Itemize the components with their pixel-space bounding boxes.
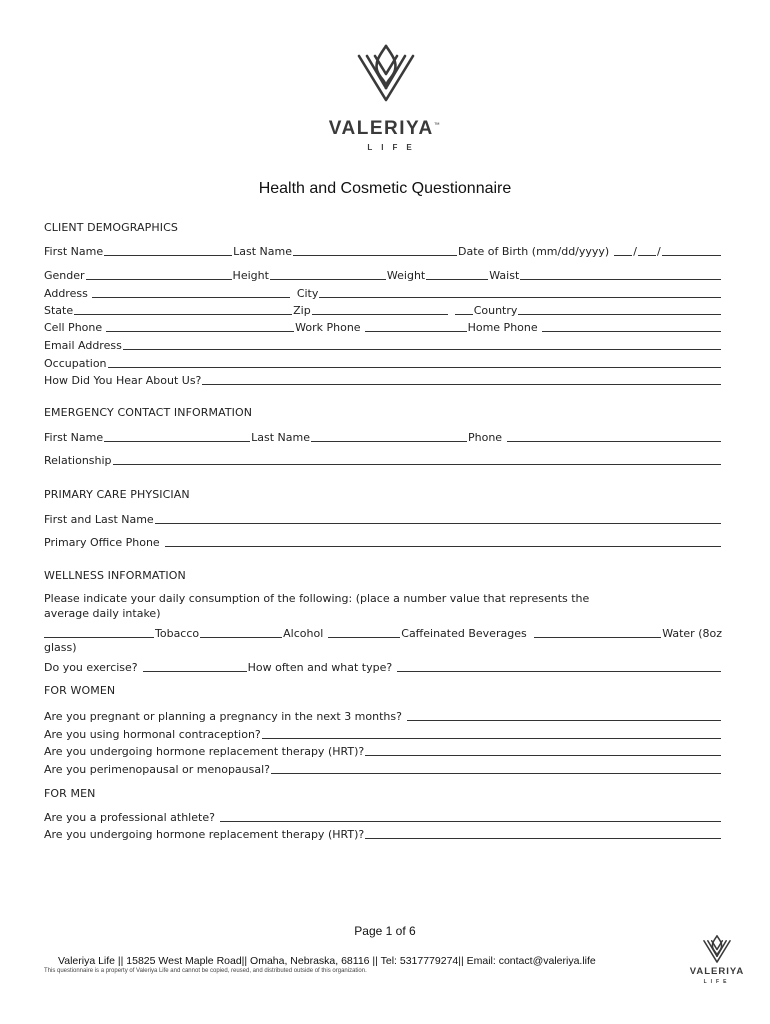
dob-month-field[interactable] — [614, 245, 632, 256]
men-athlete-row — [44, 808, 722, 824]
menopause-field[interactable] — [271, 763, 721, 774]
emergency-phone-field[interactable] — [507, 431, 721, 442]
men-hrt-row — [44, 825, 722, 841]
last-name-field[interactable] — [293, 245, 457, 256]
contraception-field[interactable] — [262, 728, 721, 739]
office-phone-field[interactable] — [165, 536, 721, 547]
caffeine-label: Caffeinated Beverages — [401, 627, 527, 640]
exercise-how-label: How often and what type? — [247, 661, 393, 674]
occupation-label: Occupation — [44, 357, 107, 370]
hear-about-label: How Did You Hear About Us? — [44, 374, 202, 387]
country-label: Country — [473, 304, 518, 317]
dob-label: Date of Birth (mm/dd/yyyy) — [457, 245, 610, 258]
address-field[interactable] — [92, 287, 290, 298]
dob-separator: / — [633, 245, 637, 258]
trademark-mark: ™ — [433, 122, 442, 129]
men-hrt-label: Are you undergoing hormone replacement therapy (HRT)? — [44, 828, 365, 841]
dob-day-field[interactable] — [638, 245, 656, 256]
work-phone-field[interactable] — [365, 321, 467, 332]
city-field[interactable] — [319, 287, 721, 298]
men-hrt-field[interactable] — [365, 828, 721, 839]
zip-label: Zip — [293, 304, 311, 317]
emergency-first-name-label: First Name — [44, 431, 104, 444]
page-title: Health and Cosmetic Questionnaire — [258, 180, 512, 197]
email-field[interactable] — [123, 339, 721, 350]
pregnant-field[interactable] — [407, 710, 721, 721]
first-name-field[interactable] — [104, 245, 232, 256]
home-phone-label: Home Phone — [467, 321, 538, 334]
valeriya-v-monogram-icon — [355, 42, 417, 104]
emergency-name-row — [44, 428, 722, 444]
state-field[interactable] — [74, 304, 292, 315]
brand-sub: LIFE — [367, 143, 421, 152]
emergency-relationship-row — [44, 451, 722, 467]
dob-year-field[interactable] — [662, 245, 721, 256]
physician-heading: PRIMARY CARE PHYSICIAN — [44, 488, 190, 501]
cell-phone-label: Cell Phone — [44, 321, 103, 334]
water-label-continued: glass) — [44, 641, 77, 654]
emergency-first-name-field[interactable] — [104, 431, 250, 442]
for-women-heading: FOR WOMEN — [44, 684, 116, 697]
emergency-contact-heading: EMERGENCY CONTACT INFORMATION — [44, 406, 253, 419]
contraception-label: Are you using hormonal contraception? — [44, 728, 261, 741]
weight-label: Weight — [386, 269, 426, 282]
country-field[interactable] — [518, 304, 721, 315]
women-hrt-row — [44, 742, 722, 758]
client-email-row — [44, 336, 722, 352]
city-label: City — [296, 287, 319, 300]
footer-brand-name: VALERIYA — [689, 966, 745, 977]
relationship-field[interactable] — [113, 454, 721, 465]
valeriya-v-monogram-icon — [702, 934, 732, 964]
client-occupation-row — [44, 354, 722, 370]
physician-name-label: First and Last Name — [44, 513, 154, 526]
page-number: Page 1 of 6 — [354, 924, 416, 938]
wellness-instruction-line2: average daily intake) — [44, 607, 161, 620]
emergency-phone-label: Phone — [467, 431, 503, 444]
client-demographics-heading: CLIENT DEMOGRAPHICS — [44, 221, 178, 234]
waist-label: Waist — [489, 269, 520, 282]
state-label: State — [44, 304, 74, 317]
menopause-label: Are you perimenopausal or menopausal? — [44, 763, 271, 776]
physician-phone-row — [44, 533, 722, 549]
relationship-label: Relationship — [44, 454, 112, 467]
footer-address: Valeriya Life || 15825 West Maple Road|| Omaha, Nebraska, 68116 || Tel: 5317779274|| Email: contact@valeriya.life — [58, 955, 596, 967]
tobacco-field[interactable] — [44, 627, 154, 638]
last-name-label: Last Name — [233, 245, 292, 258]
consumption-row — [44, 624, 722, 640]
home-phone-field[interactable] — [542, 321, 721, 332]
country-prefix-blank[interactable] — [455, 304, 473, 315]
physician-name-row — [44, 510, 722, 526]
wellness-heading: WELLNESS INFORMATION — [44, 569, 186, 582]
gender-label: Gender — [44, 269, 85, 282]
women-contraception-row — [44, 725, 722, 741]
brand-name: VALERIYA™ — [328, 118, 442, 139]
office-phone-label: Primary Office Phone — [44, 536, 160, 549]
address-label: Address — [44, 287, 88, 300]
alcohol-label: Alcohol — [283, 627, 324, 640]
water-field[interactable] — [534, 627, 661, 638]
exercise-field[interactable] — [143, 661, 247, 672]
caffeine-field[interactable] — [328, 627, 400, 638]
women-hrt-field[interactable] — [365, 745, 721, 756]
physician-name-field[interactable] — [155, 513, 721, 524]
client-referral-row — [44, 371, 722, 387]
client-phone-row — [44, 318, 722, 334]
cell-phone-field[interactable] — [106, 321, 294, 332]
women-menopause-row — [44, 760, 722, 776]
athlete-field[interactable] — [220, 811, 721, 822]
client-address-row — [44, 284, 722, 300]
alcohol-field[interactable] — [200, 627, 282, 638]
exercise-label: Do you exercise? — [44, 661, 138, 674]
emergency-last-name-field[interactable] — [311, 431, 467, 442]
first-name-label: First Name — [44, 245, 104, 258]
wellness-instruction-line1: Please indicate your daily consumption of the following: (place a number value that represents the — [44, 592, 590, 605]
height-label: Height — [232, 269, 269, 282]
for-men-heading: FOR MEN — [44, 787, 96, 800]
gender-field[interactable] — [86, 269, 232, 280]
women-pregnant-row — [44, 707, 722, 723]
water-label: Water (8oz — [662, 627, 722, 640]
emergency-last-name-label: Last Name — [251, 431, 310, 444]
exercise-how-field[interactable] — [397, 661, 721, 672]
waist-field[interactable] — [520, 269, 721, 280]
pregnant-label: Are you pregnant or planning a pregnancy in the next 3 months? — [44, 710, 402, 723]
zip-field[interactable] — [312, 304, 448, 315]
athlete-label: Are you a professional athlete? — [44, 811, 215, 824]
dob-separator: / — [656, 245, 661, 258]
occupation-field[interactable] — [108, 357, 721, 368]
footer-copyright-note: This questionnaire is a property of Valeriya Life and cannot be copied, reused, and distributed outside of this organization. — [44, 968, 367, 974]
women-hrt-label: Are you undergoing hormone replacement therapy (HRT)? — [44, 745, 365, 758]
client-name-row — [44, 242, 722, 258]
height-field[interactable] — [270, 269, 386, 280]
work-phone-label: Work Phone — [295, 321, 361, 334]
exercise-row — [44, 658, 722, 674]
client-body-row — [44, 266, 722, 282]
tobacco-label: Tobacco — [155, 627, 200, 640]
client-state-row — [44, 301, 722, 317]
footer-brand-sub: LIFE — [703, 979, 731, 985]
weight-field[interactable] — [426, 269, 488, 280]
hear-about-field[interactable] — [202, 374, 721, 385]
email-label: Email Address — [44, 339, 122, 352]
